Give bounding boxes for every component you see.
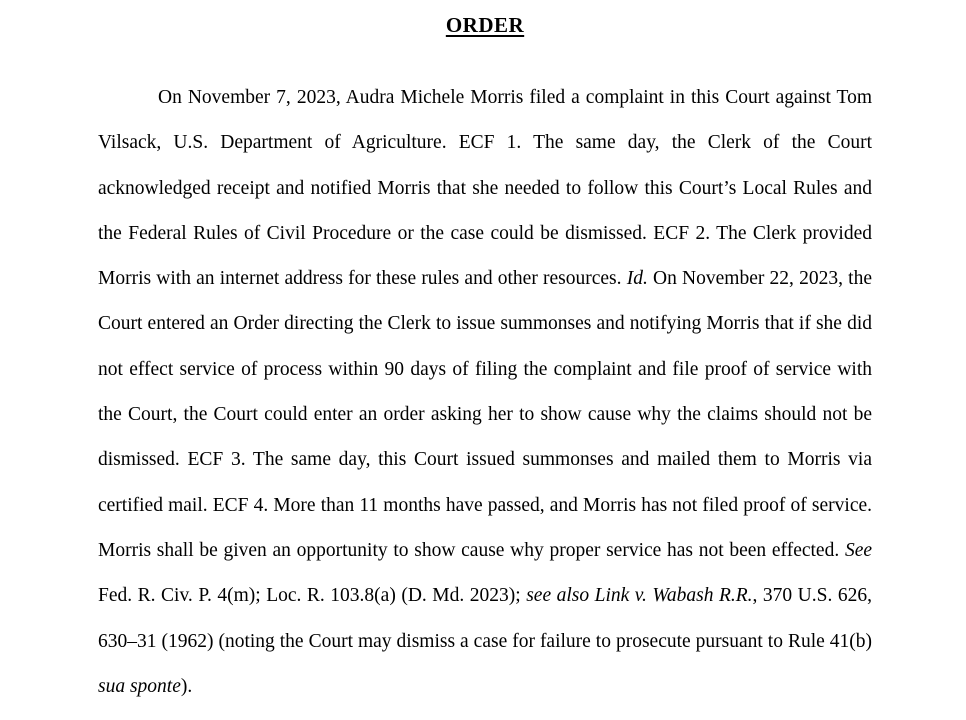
order-title: ORDER xyxy=(445,13,525,37)
order-heading xyxy=(98,12,872,38)
text-segment: the Court, the Court could enter an order asking her to show cause why the claims should not be xyxy=(98,404,872,426)
italic-text-segment: Id. xyxy=(626,268,648,290)
text-line xyxy=(98,483,872,528)
text-segment: 630–31 (1962) (noting the Court may dismiss a case for failure to prosecute pursuant to Rule 41(b) xyxy=(98,630,872,652)
text-segment: On November 22, 2023, the xyxy=(647,268,872,290)
text-line xyxy=(98,392,872,437)
text-segment: the Federal Rules of Civil Procedure or the case could be dismissed. ECF 2. The Clerk provided xyxy=(98,222,872,244)
text-line xyxy=(98,347,872,392)
order-body-paragraph xyxy=(98,75,872,709)
italic-text-segment: See xyxy=(844,539,872,561)
text-line xyxy=(98,211,872,256)
text-segment: Morris shall be given an opportunity to show cause why proper service has not been effected. xyxy=(98,539,845,561)
text-segment: acknowledged receipt and notified Morris that she needed to follow this Court’s Local Rules and xyxy=(98,177,872,199)
text-segment: dismissed. ECF 3. The same day, this Court issued summonses and mailed them to Morris via xyxy=(98,449,872,471)
text-segment: Vilsack, U.S. Department of Agriculture. ECF 1. The same day, the Clerk of the Court xyxy=(98,132,872,154)
text-segment: certified mail. ECF 4. More than 11 months have passed, and Morris has not filed proof of service. xyxy=(98,494,872,516)
text-line xyxy=(98,75,872,120)
text-segment: On November 7, 2023, Audra Michele Morris filed a complaint in this Court against Tom xyxy=(158,87,872,108)
text-line xyxy=(98,528,872,573)
text-segment: Morris with an internet address for these rules and other resources. xyxy=(98,268,627,290)
italic-text-segment: see also Link v. Wabash R.R. xyxy=(526,585,753,607)
text-line xyxy=(98,166,872,211)
text-line xyxy=(98,256,872,301)
text-line xyxy=(98,619,872,664)
text-line xyxy=(98,573,872,618)
text-line xyxy=(98,301,872,346)
text-segment: not effect service of process within 90 days of filing the complaint and file proof of service with xyxy=(98,358,872,380)
text-line xyxy=(98,120,872,165)
text-segment: Fed. R. Civ. P. 4(m); Loc. R. 103.8(a) (D. Md. 2023); xyxy=(98,585,527,607)
text-line xyxy=(98,664,872,709)
italic-text-segment: sua sponte xyxy=(98,675,181,697)
text-segment: ). xyxy=(180,675,193,697)
text-segment: Court entered an Order directing the Clerk to issue summonses and notifying Morris that if she did xyxy=(98,313,872,335)
text-line xyxy=(98,437,872,482)
text-segment: , 370 U.S. 626, xyxy=(752,585,872,607)
